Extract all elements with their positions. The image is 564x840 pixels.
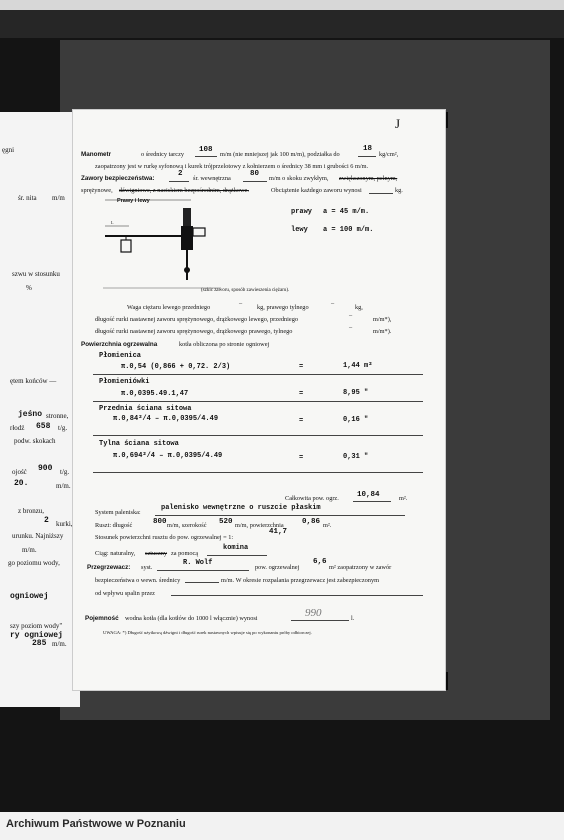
calc-row-eq: = — [299, 417, 304, 425]
rurki-value: – — [349, 312, 353, 319]
diagram-valve-body — [181, 226, 193, 250]
top-strip — [0, 0, 564, 10]
calc-total: 10,84 — [357, 491, 380, 499]
calc-row-formula: π.0,54 (0,866 + 0,72. 2/3) — [121, 363, 231, 371]
manometr-line: zaopatrzony jest w rurkę syfonową i kurek trójprzelotowy z kołnierzem o średnicy 38 mm i grubości 6 m/m. — [95, 163, 369, 170]
manometr-text: o średnicy tarczy — [141, 151, 185, 158]
przegrzewacz-text: syst. — [141, 564, 153, 571]
rurki-value: – — [349, 324, 353, 331]
left-text: jeśno — [18, 410, 43, 419]
waga-text: Waga ciężaru lewego przedniego — [127, 304, 211, 311]
left-text: podw. skokach — [14, 437, 56, 445]
pojemnosc-value: 990 — [305, 607, 322, 619]
wplyw-text: od wpływu spalin przez — [95, 590, 155, 597]
przegrzewacz-label: Przegrzewacz: — [87, 564, 131, 571]
calc-row-formula: π.0,0395.49.1,47 — [121, 390, 189, 398]
left-text: śr. nita — [18, 194, 37, 202]
left-text: rłodź — [10, 424, 25, 432]
calc-row-name: Przednia ściana sitowa — [99, 405, 192, 413]
left-text: szy poziom wody" — [10, 622, 63, 630]
left-text: szwu w stosunku — [12, 270, 60, 278]
left-text: ętem końców — — [10, 377, 57, 385]
left-text: ry ogniowej — [10, 631, 63, 640]
ruszt-area: 0,86 — [302, 518, 321, 526]
rurki-unit: m/m*), — [373, 316, 392, 323]
left-text: t/g. — [60, 468, 70, 476]
bezp-text: m/m. W okresie rozpalania przegrzewacz jest zabezpieczonym — [221, 577, 379, 584]
przegrzewacz-text: m² zaopatrzony w zawór — [329, 564, 392, 571]
zawory-text: śr. wewnętrzna — [193, 175, 231, 182]
left-text: t/g. — [58, 424, 68, 432]
zawory-text: sprężynowe, — [81, 187, 113, 194]
zawory-strike: zwiększonym, pełnym, — [339, 175, 398, 182]
diagram-weight — [121, 240, 131, 252]
calc-row-result: 8,95 " — [343, 389, 369, 397]
manometr-diameter: 108 — [199, 146, 213, 154]
lewy-label: lewy — [291, 226, 308, 234]
left-text: ogniowej — [10, 592, 49, 601]
calc-row-name: Płomieniówki — [99, 378, 150, 386]
left-text: 658 — [36, 422, 51, 431]
calc-row-name: Tylna ściana sitowa — [99, 440, 179, 448]
ciag-strike: sztuczny — [145, 550, 168, 557]
left-text: stronne, — [46, 412, 69, 420]
archive-name: Archiwum Państwowe w Poznaniu — [6, 818, 186, 830]
diagram-label: Prawy i lewy — [117, 198, 150, 204]
document-page — [73, 110, 445, 690]
diagram-dimension-label: L — [111, 220, 114, 225]
calc-unit: m². — [399, 495, 408, 502]
bezp-text: bezpieczeństwa o wewn. średnicy — [95, 577, 181, 584]
zawory-text: m/m o skoku zwykłym, — [269, 175, 329, 182]
manometr-unit: kg/cm², — [379, 151, 399, 158]
left-text: ojość — [12, 468, 27, 476]
waga-value: – — [331, 300, 335, 307]
zawory-count: 2 — [178, 170, 183, 178]
left-text: m/m. — [56, 482, 71, 490]
calc-row-formula: π.0,84²/4 – π.0,0395/4.49 — [113, 415, 219, 423]
ruszt-text: m/m, powierzchnia — [235, 522, 284, 529]
przegrzewacz-value: R. Wolf — [183, 559, 213, 567]
zawory-text: Obciążenie każdego zaworu wynosi — [271, 187, 362, 194]
zawory-text: kg. — [395, 187, 403, 194]
left-text: ęgni — [2, 146, 15, 154]
system-value: palenisko wewnętrzne o ruszcie płaskim — [161, 504, 321, 512]
corner-mark: J — [395, 116, 401, 131]
calc-row-formula: π.0,694²/4 – π.0,0395/4.49 — [113, 452, 223, 460]
ciag-text: Ciąg: naturalny, — [95, 550, 136, 557]
left-text: kurki, — [56, 520, 73, 528]
left-text: 20. — [14, 479, 29, 488]
rurki-unit: m/m*). — [373, 328, 392, 335]
calc-label: Całkowita pow. ogrz. — [285, 495, 339, 502]
ruszt-text: m/m, szerokość — [167, 522, 207, 529]
ciag-value: komina — [223, 544, 249, 552]
diagram-valve-outlet — [193, 228, 205, 236]
pojemnosc-label: Pojemność — [85, 615, 119, 622]
system-label: System paleniska: — [95, 509, 141, 516]
left-text: urunku. Najniższy — [12, 532, 64, 540]
pojemnosc-unit: l. — [351, 615, 355, 622]
prawy-label: prawy — [291, 208, 313, 216]
left-text: m/m. — [22, 546, 37, 554]
waga-value: – — [239, 300, 243, 307]
left-text: % — [26, 284, 32, 292]
diagram-caption: (szkic zaworu, sposób zawieszenia ciężaru). — [201, 288, 290, 293]
valve-diagram — [101, 196, 251, 296]
calc-row-eq: = — [299, 454, 304, 462]
rurki-text: długość rurki nastawnej zaworu sprężynowego, drążkowego lewego, przedniego — [95, 316, 299, 323]
top-band — [0, 10, 564, 38]
pojemnosc-text: wodna kotła (dla kotłów do 1000 l włącznie) wynosi — [125, 615, 258, 622]
left-text: go poziomu wody, — [8, 559, 60, 567]
przegrzewacz-text: pow. ogrzewalnej — [255, 564, 300, 571]
calc-row-eq: = — [299, 390, 304, 398]
powierzchnia-label: Powierzchnia ogrzewalna — [81, 341, 158, 348]
stosunek-text: Stosunek powierzchni rusztu do pow. ogrzewalnej = 1: — [95, 534, 234, 541]
lewy-value: a = 100 m/m. — [323, 226, 374, 234]
zawory-strike: dźwigniowe, z naciskiem bezpośrednim, drążkowe. — [119, 187, 249, 194]
ruszt-width: 520 — [219, 518, 233, 526]
left-text: m/m. — [52, 640, 67, 648]
przegrzewacz-area: 6,6 — [313, 558, 327, 566]
calc-row-result: 0,16 " — [343, 416, 369, 424]
manometr-text: m/m (nie mniejszej jak 100 m/m), podziałka do — [220, 151, 340, 158]
left-text: z bronzu, — [18, 507, 45, 515]
stosunek-value: 41,7 — [269, 528, 288, 536]
left-text: 900 — [38, 464, 53, 473]
rurki-text: długość rurki nastawnej zaworu sprężynowego, drążkowego prawego, tylnego — [95, 328, 293, 335]
left-text: 285 — [32, 639, 47, 648]
manometr-scale: 18 — [363, 145, 373, 153]
left-page-fragment — [0, 112, 80, 707]
prawy-value: a = 45 m/m. — [323, 208, 370, 216]
zawory-label: Zawory bezpieczeństwa: — [81, 175, 155, 182]
ruszt-length: 800 — [153, 518, 167, 526]
left-text: m/m — [52, 194, 65, 202]
uwaga-note: UWAGA: *) Długość użytkową dźwigni i długość rurek nastawnych wpisuje się po wykonaniu próby odbiorczej. — [103, 630, 312, 635]
left-text: 2 — [44, 516, 49, 525]
ciag-text: za pomocą — [171, 550, 199, 557]
diagram-valve-top — [183, 208, 191, 226]
diagram-valve-seat — [184, 267, 190, 273]
manometr-label: Manometr — [81, 151, 112, 158]
calc-row-name: Płomienica — [99, 352, 142, 360]
calc-row-eq: = — [299, 363, 304, 371]
powierzchnia-text: kotła obliczona po stronie ogniowej — [179, 341, 270, 348]
waga-text: kg, — [355, 304, 363, 311]
ruszt-text: Ruszt: długość — [95, 522, 133, 529]
zawory-diameter: 80 — [250, 170, 260, 178]
calc-row-result: 0,31 " — [343, 453, 369, 461]
calc-row-result: 1,44 m² — [343, 362, 373, 370]
waga-text: kg, prawego tylnego — [257, 304, 309, 311]
ruszt-unit: m². — [323, 522, 332, 529]
